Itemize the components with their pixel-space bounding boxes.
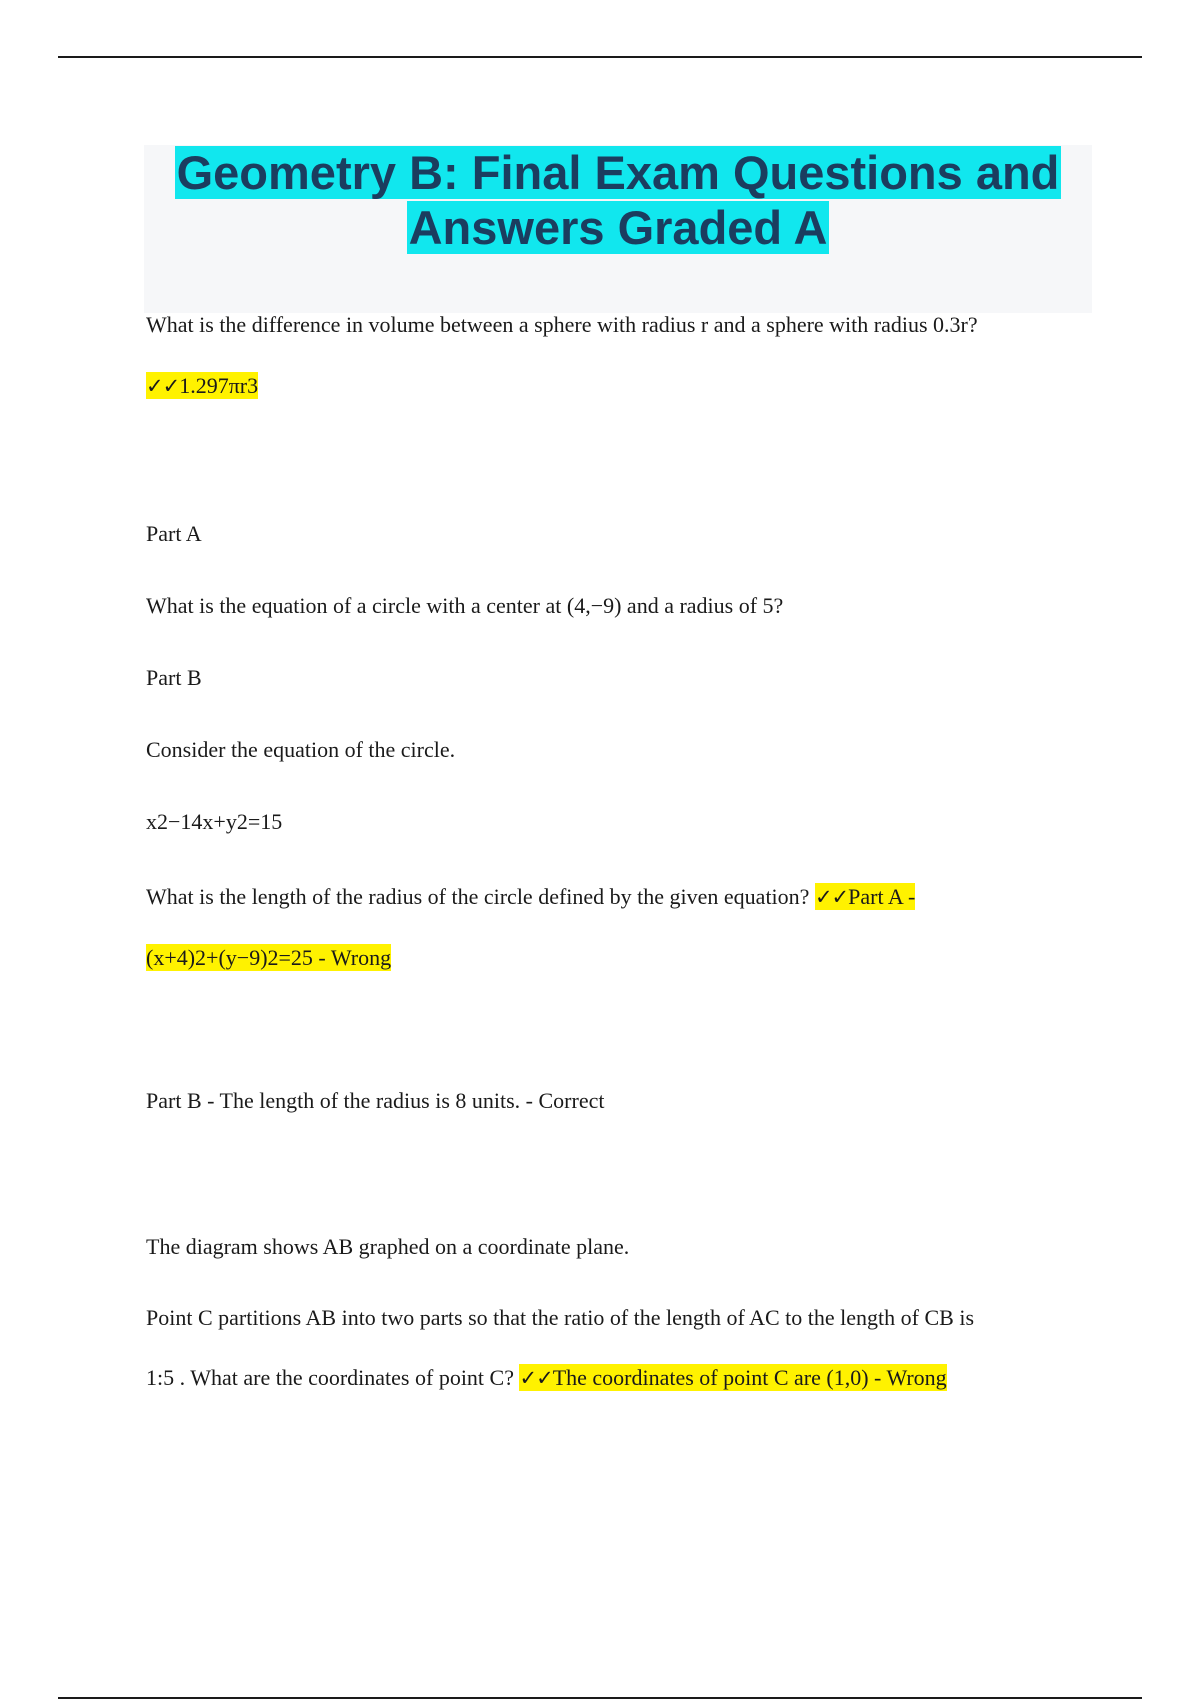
q2-equation: x2−14x+y2=15 [146,809,283,834]
q1-answer-highlight [146,372,258,399]
title-line-1: Geometry B: Final Exam Questions and [176,146,1060,199]
q2-answer-highlight-2: (x+4)2+(y−9)2=25 - Wrong [146,945,392,970]
q3-question-line-2 [146,1363,947,1393]
q1-answer [146,371,258,401]
q3-answer-highlight [519,1364,946,1391]
q1-question: What is the difference in volume between a sphere with radius r and a sphere with radius 0.3r? [146,312,978,337]
q2-answer-highlight-1 [815,883,915,910]
q2-part-b-question-line [146,882,915,912]
page-title [144,145,1092,255]
q3-answer-text: The coordinates of point C are (1,0) - Wrong [552,1365,947,1390]
double-check-icon: ✓✓ [814,885,849,909]
double-check-icon: ✓✓ [146,374,180,398]
q2-answer-b: Part B - The length of the radius is 8 units. - Correct [146,1088,605,1113]
q1-answer-text: 1.297πr3 [179,373,259,398]
title-line-2: Answers Graded A [408,201,828,254]
q2-part-b-intro: Consider the equation of the circle. [146,737,456,762]
top-rule [58,56,1142,58]
q2-part-a-label: Part A [146,521,202,546]
q2-part-b-question: What is the length of the radius of the circle defined by the given equation? [146,884,810,909]
bottom-rule [58,1697,1142,1699]
q3-intro: The diagram shows AB graphed on a coordinate plane. [146,1234,630,1259]
q3-question-line-1: Point C partitions AB into two parts so that the ratio of the length of AC to the length of CB is [146,1305,975,1330]
q2-part-a-question: What is the equation of a circle with a center at (4,−9) and a radius of 5? [146,593,784,618]
q2-answer-a-start: Part A - [848,884,916,909]
double-check-icon: ✓✓ [519,1366,553,1390]
q3-question-end: 1:5 . What are the coordinates of point C? [146,1365,514,1390]
q2-part-b-label: Part B [146,665,202,690]
q2-answer-a-line [146,943,391,973]
